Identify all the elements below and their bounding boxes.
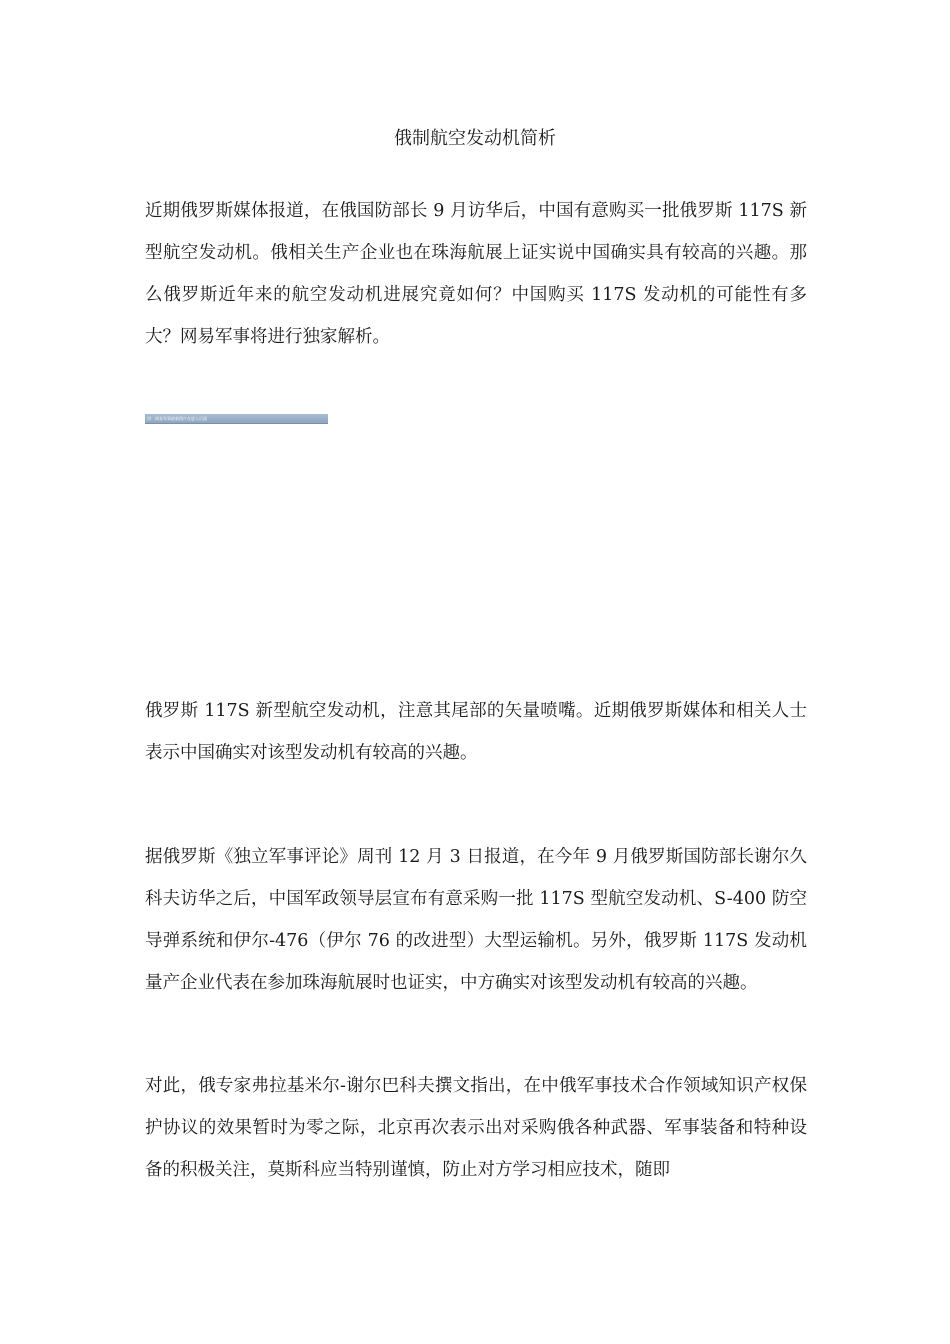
image-caption: 图：网易军事最新图片在进入后面 — [147, 416, 207, 421]
paragraph-intro: 近期俄罗斯媒体报道，在俄国防部长 9 月访华后，中国有意购买一批俄罗斯 117S 新型航空发动机。俄相关生产企业也在珠海航展上证实说中国确实具有较高的兴趣。那么俄罗斯近年来的航空发动机进展究竟如何？中国购买 117S 发动机的可能性有多大？网易军事将进行独家解析。 — [145, 201, 807, 347]
document-title: 俄制航空发动机简析 — [394, 128, 556, 149]
embedded-image-bar — [145, 414, 328, 424]
paragraph-image-description: 俄罗斯 117S 新型航空发动机，注意其尾部的矢量喷嘴。近期俄罗斯媒体和相关人士表示中国确实对该型发动机有较高的兴趣。 — [145, 701, 807, 763]
paragraph-report: 据俄罗斯《独立军事评论》周刊 12 月 3 日报道，在今年 9 月俄罗斯国防部长谢尔久科夫访华之后，中国军政领导层宣布有意采购一批 117S 型航空发动机、S-400 防空导弹系统和伊尔-476（伊尔 76 的改进型）大型运输机。另外，俄罗斯 117S 发动机量产企业代表在参加珠海航展时也证实，中方确实对该型发动机有较高的兴趣。 — [145, 847, 807, 993]
paragraph-expert-opinion: 对此，俄专家弗拉基米尔-谢尔巴科夫撰文指出，在中俄军事技术合作领域知识产权保护协议的效果暂时为零之际，北京再次表示出对采购俄各种武器、军事装备和特种设备的积极关注，莫斯科应当特别谨慎，防止对方学习相应技术，随即 — [145, 1076, 807, 1180]
